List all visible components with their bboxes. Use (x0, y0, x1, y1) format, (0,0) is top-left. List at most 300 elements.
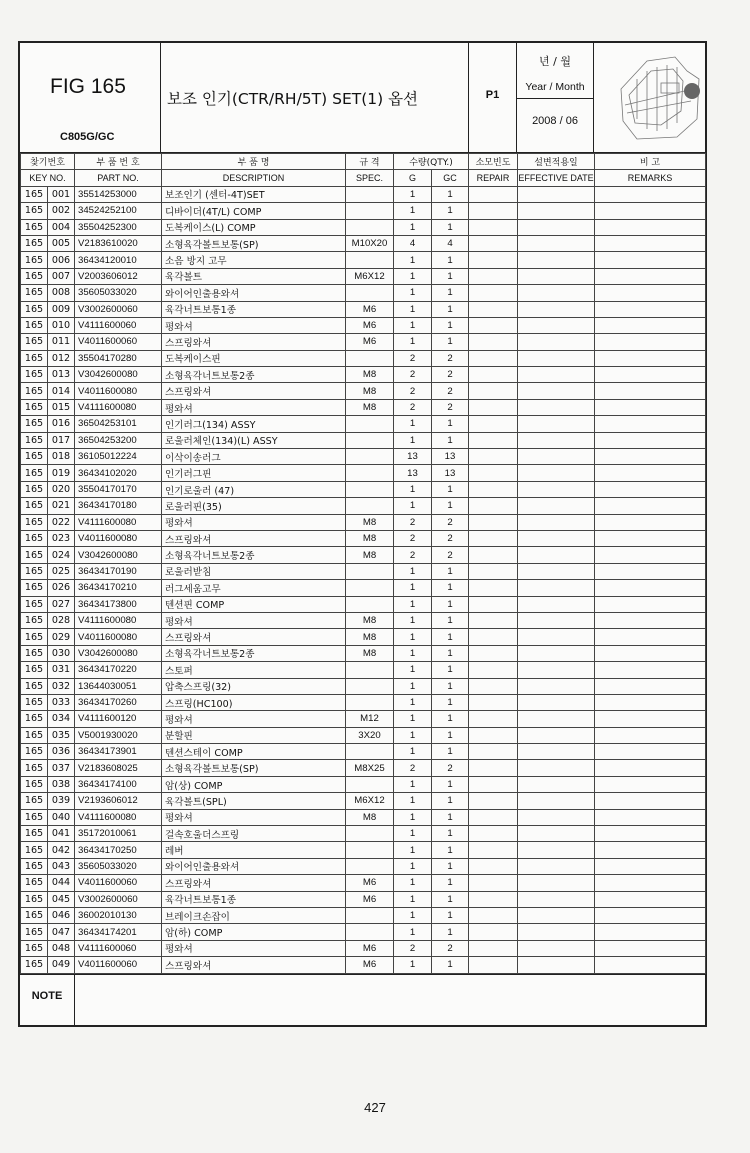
remarks-cell (595, 530, 706, 546)
key-number-cell: 049 (48, 957, 75, 973)
table-row (21, 940, 706, 956)
remarks-cell (595, 514, 706, 530)
remarks-cell (595, 694, 706, 710)
repair-cell (469, 481, 518, 497)
fig-number-cell: 165 (21, 498, 48, 514)
repair-cell (469, 596, 518, 612)
fig-number-cell: 165 (21, 449, 48, 465)
part-number-cell: V3002600060 (75, 301, 162, 317)
description-cell: 스토퍼 (162, 662, 346, 678)
remarks-cell (595, 940, 706, 956)
repair-cell (469, 907, 518, 923)
table-row (21, 432, 706, 448)
fig-cell (20, 43, 161, 152)
remarks-cell (595, 235, 706, 251)
spec-cell: M6 (346, 940, 394, 956)
part-number-cell: 35605033020 (75, 858, 162, 874)
table-row (21, 547, 706, 563)
description-cell: 인기러그(134) ASSY (162, 416, 346, 432)
year-month-label-ko: 년 / 월 (539, 55, 571, 68)
key-number-cell: 025 (48, 563, 75, 579)
effective-date-cell (518, 645, 595, 661)
spec-cell (346, 924, 394, 940)
col-key-en: KEY NO. (21, 170, 75, 186)
qty-g-cell: 4 (394, 235, 432, 251)
repair-cell (469, 235, 518, 251)
page-number: 427 (364, 1100, 386, 1115)
repair-cell (469, 203, 518, 219)
part-number-cell: V4111600080 (75, 514, 162, 530)
spec-cell: M8 (346, 645, 394, 661)
remarks-cell (595, 711, 706, 727)
col-repair-ko: 소모빈도 (469, 154, 518, 170)
description-cell: 평와셔 (162, 514, 346, 530)
parts-table (20, 153, 706, 974)
table-row (21, 957, 706, 973)
table-row (21, 481, 706, 497)
col-qty-ko: 수량(QTY.) (394, 154, 469, 170)
repair-cell (469, 957, 518, 973)
key-number-cell: 007 (48, 268, 75, 284)
spec-cell: M8 (346, 367, 394, 383)
description-cell: 소형육각너트보통2종 (162, 367, 346, 383)
key-number-cell: 040 (48, 809, 75, 825)
effective-date-cell (518, 678, 595, 694)
table-row (21, 875, 706, 891)
key-number-cell: 001 (48, 186, 75, 202)
page-id-cell (469, 43, 517, 152)
qty-gc-cell: 1 (432, 629, 469, 645)
remarks-cell (595, 678, 706, 694)
effective-date-cell (518, 875, 595, 891)
qty-gc-cell: 1 (432, 612, 469, 628)
key-number-cell: 028 (48, 612, 75, 628)
repair-cell (469, 694, 518, 710)
part-number-cell: 35514253000 (75, 186, 162, 202)
qty-gc-cell: 1 (432, 268, 469, 284)
spec-cell: M8 (346, 629, 394, 645)
spec-cell (346, 776, 394, 792)
effective-date-cell (518, 612, 595, 628)
spec-cell (346, 498, 394, 514)
key-number-cell: 002 (48, 203, 75, 219)
repair-cell (469, 760, 518, 776)
spec-cell (346, 842, 394, 858)
fig-number-cell: 165 (21, 350, 48, 366)
repair-cell (469, 776, 518, 792)
year-month-divider (517, 98, 593, 99)
table-row (21, 514, 706, 530)
repair-cell (469, 563, 518, 579)
part-number-cell: V4011600080 (75, 383, 162, 399)
remarks-cell (595, 662, 706, 678)
qty-gc-cell: 1 (432, 793, 469, 809)
effective-date-cell (518, 514, 595, 530)
qty-g-cell: 1 (394, 907, 432, 923)
description-cell: 와이어인출용와셔 (162, 858, 346, 874)
fig-number-cell: 165 (21, 367, 48, 383)
part-number-cell: V4011600080 (75, 629, 162, 645)
part-number-cell: 36434174201 (75, 924, 162, 940)
effective-date-cell (518, 563, 595, 579)
description-cell: 텐션스테이 COMP (162, 744, 346, 760)
qty-g-cell: 1 (394, 186, 432, 202)
effective-date-cell (518, 727, 595, 743)
remarks-cell (595, 498, 706, 514)
qty-gc-cell: 1 (432, 858, 469, 874)
qty-g-cell: 1 (394, 662, 432, 678)
remarks-cell (595, 612, 706, 628)
fig-number-cell: 165 (21, 432, 48, 448)
col-part-en: PART NO. (75, 170, 162, 186)
spec-cell (346, 449, 394, 465)
remarks-cell (595, 580, 706, 596)
remarks-cell (595, 629, 706, 645)
description-cell: 걸속호울더스프링 (162, 826, 346, 842)
qty-g-cell: 1 (394, 285, 432, 301)
description-cell: 도복케이스핀 (162, 350, 346, 366)
key-number-cell: 034 (48, 711, 75, 727)
key-number-cell: 031 (48, 662, 75, 678)
qty-g-cell: 1 (394, 629, 432, 645)
col-eff-en: EFFECTIVE DATE (518, 170, 595, 186)
qty-g-cell: 1 (394, 612, 432, 628)
qty-gc-cell: 1 (432, 301, 469, 317)
remarks-cell (595, 301, 706, 317)
repair-cell (469, 498, 518, 514)
page-id: P1 (485, 89, 500, 101)
description-cell: 소형육각너트보통2종 (162, 645, 346, 661)
qty-g-cell: 1 (394, 727, 432, 743)
qty-g-cell: 2 (394, 383, 432, 399)
qty-gc-cell: 1 (432, 924, 469, 940)
table-row (21, 793, 706, 809)
remarks-cell (595, 350, 706, 366)
effective-date-cell (518, 367, 595, 383)
table-row (21, 350, 706, 366)
description-cell: 스프링(HC100) (162, 694, 346, 710)
key-number-cell: 017 (48, 432, 75, 448)
spec-cell (346, 432, 394, 448)
qty-gc-cell: 13 (432, 449, 469, 465)
fig-number-cell: 165 (21, 301, 48, 317)
table-row (21, 924, 706, 940)
repair-cell (469, 727, 518, 743)
remarks-cell (595, 268, 706, 284)
assembly-title: 보조 인기(CTR/RH/5T) SET(1) 옵션 (167, 90, 419, 108)
fig-number-cell: 165 (21, 727, 48, 743)
spec-cell: M8 (346, 809, 394, 825)
remarks-cell (595, 219, 706, 235)
fig-number-cell: 165 (21, 547, 48, 563)
fig-number-cell: 165 (21, 826, 48, 842)
table-row (21, 891, 706, 907)
effective-date-cell (518, 744, 595, 760)
title-cell (161, 43, 469, 152)
qty-gc-cell: 2 (432, 383, 469, 399)
year-month-cell (517, 43, 594, 152)
fig-number-cell: 165 (21, 711, 48, 727)
description-cell: 평와셔 (162, 809, 346, 825)
effective-date-cell (518, 416, 595, 432)
fig-number-cell: 165 (21, 399, 48, 415)
year-month-label-en: Year / Month (525, 81, 585, 93)
part-number-cell: 36434170190 (75, 563, 162, 579)
spec-cell: M8 (346, 399, 394, 415)
remarks-cell (595, 317, 706, 333)
description-cell: 평와셔 (162, 711, 346, 727)
table-row (21, 367, 706, 383)
key-number-cell: 018 (48, 449, 75, 465)
qty-gc-cell: 1 (432, 432, 469, 448)
key-number-cell: 032 (48, 678, 75, 694)
qty-g-cell: 2 (394, 547, 432, 563)
repair-cell (469, 645, 518, 661)
fig-number-cell: 165 (21, 268, 48, 284)
qty-g-cell: 2 (394, 367, 432, 383)
table-row (21, 399, 706, 415)
key-number-cell: 010 (48, 317, 75, 333)
part-number-cell: 36434173800 (75, 596, 162, 612)
spec-cell (346, 252, 394, 268)
fig-number-cell: 165 (21, 465, 48, 481)
table-row (21, 809, 706, 825)
table-row (21, 711, 706, 727)
table-row (21, 465, 706, 481)
repair-cell (469, 891, 518, 907)
remarks-cell (595, 793, 706, 809)
repair-cell (469, 449, 518, 465)
qty-g-cell: 1 (394, 957, 432, 973)
effective-date-cell (518, 252, 595, 268)
key-number-cell: 016 (48, 416, 75, 432)
remarks-cell (595, 744, 706, 760)
fig-number-cell: 165 (21, 662, 48, 678)
description-cell: 육각볼트 (162, 268, 346, 284)
effective-date-cell (518, 219, 595, 235)
remarks-cell (595, 285, 706, 301)
repair-cell (469, 514, 518, 530)
fig-number-cell: 165 (21, 875, 48, 891)
description-cell: 브레이크손잡이 (162, 907, 346, 923)
qty-g-cell: 1 (394, 432, 432, 448)
key-number-cell: 009 (48, 301, 75, 317)
spec-cell: M8 (346, 530, 394, 546)
description-cell: 평와셔 (162, 612, 346, 628)
key-number-cell: 004 (48, 219, 75, 235)
repair-cell (469, 219, 518, 235)
fig-number-cell: 165 (21, 694, 48, 710)
part-number-cell: V3042600080 (75, 547, 162, 563)
part-number-cell: V4011600060 (75, 957, 162, 973)
remarks-cell (595, 547, 706, 563)
col-desc-ko: 부 품 명 (162, 154, 346, 170)
remarks-cell (595, 465, 706, 481)
spec-cell: M10X20 (346, 235, 394, 251)
year-month-value: 2008 / 06 (532, 115, 578, 127)
effective-date-cell (518, 891, 595, 907)
effective-date-cell (518, 235, 595, 251)
fig-number-cell: 165 (21, 760, 48, 776)
repair-cell (469, 399, 518, 415)
remarks-cell (595, 203, 706, 219)
qty-g-cell: 1 (394, 481, 432, 497)
table-row (21, 203, 706, 219)
remarks-cell (595, 416, 706, 432)
table-row (21, 219, 706, 235)
description-cell: 평와셔 (162, 399, 346, 415)
table-row (21, 645, 706, 661)
key-number-cell: 029 (48, 629, 75, 645)
part-number-cell: V4111600080 (75, 809, 162, 825)
spec-cell: M8X25 (346, 760, 394, 776)
qty-g-cell: 13 (394, 449, 432, 465)
fig-number-cell: 165 (21, 891, 48, 907)
effective-date-cell (518, 809, 595, 825)
col-repair-en: REPAIR (469, 170, 518, 186)
qty-gc-cell: 1 (432, 744, 469, 760)
qty-g-cell: 13 (394, 465, 432, 481)
repair-cell (469, 858, 518, 874)
qty-g-cell: 1 (394, 858, 432, 874)
qty-g-cell: 1 (394, 645, 432, 661)
key-number-cell: 037 (48, 760, 75, 776)
spec-cell: M6X12 (346, 268, 394, 284)
key-number-cell: 021 (48, 498, 75, 514)
part-number-cell: 35504252300 (75, 219, 162, 235)
qty-gc-cell: 1 (432, 875, 469, 891)
part-number-cell: V2183610020 (75, 235, 162, 251)
fig-number-cell: 165 (21, 416, 48, 432)
part-number-cell: 36434170210 (75, 580, 162, 596)
qty-gc-cell: 1 (432, 776, 469, 792)
repair-cell (469, 711, 518, 727)
description-cell: 와이어인출용와셔 (162, 285, 346, 301)
key-number-cell: 041 (48, 826, 75, 842)
fig-number: FIG 165 (50, 75, 126, 98)
remarks-cell (595, 875, 706, 891)
part-number-cell: 36105012224 (75, 449, 162, 465)
fig-number-cell: 165 (21, 514, 48, 530)
description-cell: 스프링와셔 (162, 957, 346, 973)
remarks-cell (595, 367, 706, 383)
description-cell: 스프링와셔 (162, 334, 346, 350)
description-cell: 육각볼트(SPL) (162, 793, 346, 809)
description-cell: 암(하) COMP (162, 924, 346, 940)
table-row (21, 629, 706, 645)
effective-date-cell (518, 498, 595, 514)
table-row (21, 301, 706, 317)
spec-cell (346, 186, 394, 202)
repair-cell (469, 350, 518, 366)
spec-cell (346, 858, 394, 874)
key-number-cell: 014 (48, 383, 75, 399)
qty-g-cell: 1 (394, 711, 432, 727)
table-row (21, 334, 706, 350)
key-number-cell: 045 (48, 891, 75, 907)
fig-number-cell: 165 (21, 596, 48, 612)
part-number-cell: 34524252100 (75, 203, 162, 219)
spec-cell: M8 (346, 547, 394, 563)
qty-g-cell: 1 (394, 678, 432, 694)
part-number-cell: 36434174100 (75, 776, 162, 792)
spec-cell (346, 678, 394, 694)
repair-cell (469, 530, 518, 546)
spec-cell (346, 907, 394, 923)
spec-cell (346, 481, 394, 497)
repair-cell (469, 465, 518, 481)
spec-cell: M6 (346, 891, 394, 907)
qty-g-cell: 1 (394, 301, 432, 317)
effective-date-cell (518, 301, 595, 317)
part-number-cell: V4111600080 (75, 399, 162, 415)
spec-cell (346, 563, 394, 579)
part-number-cell: 35504170170 (75, 481, 162, 497)
key-number-cell: 038 (48, 776, 75, 792)
qty-g-cell: 1 (394, 842, 432, 858)
model-name: C805G/GC (60, 131, 115, 143)
qty-g-cell: 1 (394, 596, 432, 612)
table-row (21, 252, 706, 268)
fig-number-cell: 165 (21, 957, 48, 973)
part-number-cell: 36434170220 (75, 662, 162, 678)
repair-cell (469, 809, 518, 825)
repair-cell (469, 940, 518, 956)
fig-number-cell: 165 (21, 842, 48, 858)
qty-gc-cell: 1 (432, 826, 469, 842)
description-cell: 소형육각볼트보통(SP) (162, 235, 346, 251)
qty-g-cell: 1 (394, 744, 432, 760)
qty-g-cell: 1 (394, 563, 432, 579)
remarks-cell (595, 563, 706, 579)
remarks-cell (595, 858, 706, 874)
table-row (21, 727, 706, 743)
table-row (21, 907, 706, 923)
fig-number-cell: 165 (21, 530, 48, 546)
part-number-cell: V4011600060 (75, 875, 162, 891)
spec-cell: M8 (346, 612, 394, 628)
key-number-cell: 042 (48, 842, 75, 858)
repair-cell (469, 629, 518, 645)
remarks-cell (595, 809, 706, 825)
qty-g-cell: 1 (394, 252, 432, 268)
key-number-cell: 033 (48, 694, 75, 710)
qty-g-cell: 2 (394, 399, 432, 415)
fig-number-cell: 165 (21, 219, 48, 235)
description-cell: 보조인기 (센터-4T)SET (162, 186, 346, 202)
col-spec-ko: 규 격 (346, 154, 394, 170)
remarks-cell (595, 186, 706, 202)
effective-date-cell (518, 924, 595, 940)
fig-number-cell: 165 (21, 235, 48, 251)
fig-number-cell: 165 (21, 563, 48, 579)
effective-date-cell (518, 596, 595, 612)
fig-number-cell: 165 (21, 317, 48, 333)
key-number-cell: 006 (48, 252, 75, 268)
part-number-cell: V3042600080 (75, 367, 162, 383)
spec-cell (346, 203, 394, 219)
fig-number-cell: 165 (21, 858, 48, 874)
description-cell: 평와셔 (162, 940, 346, 956)
qty-g-cell: 1 (394, 776, 432, 792)
fig-number-cell: 165 (21, 793, 48, 809)
qty-gc-cell: 1 (432, 498, 469, 514)
description-cell: 텐션핀 COMP (162, 596, 346, 612)
part-number-cell: 36434120010 (75, 252, 162, 268)
description-cell: 인기로울러 (47) (162, 481, 346, 497)
qty-g-cell: 1 (394, 498, 432, 514)
table-row (21, 235, 706, 251)
